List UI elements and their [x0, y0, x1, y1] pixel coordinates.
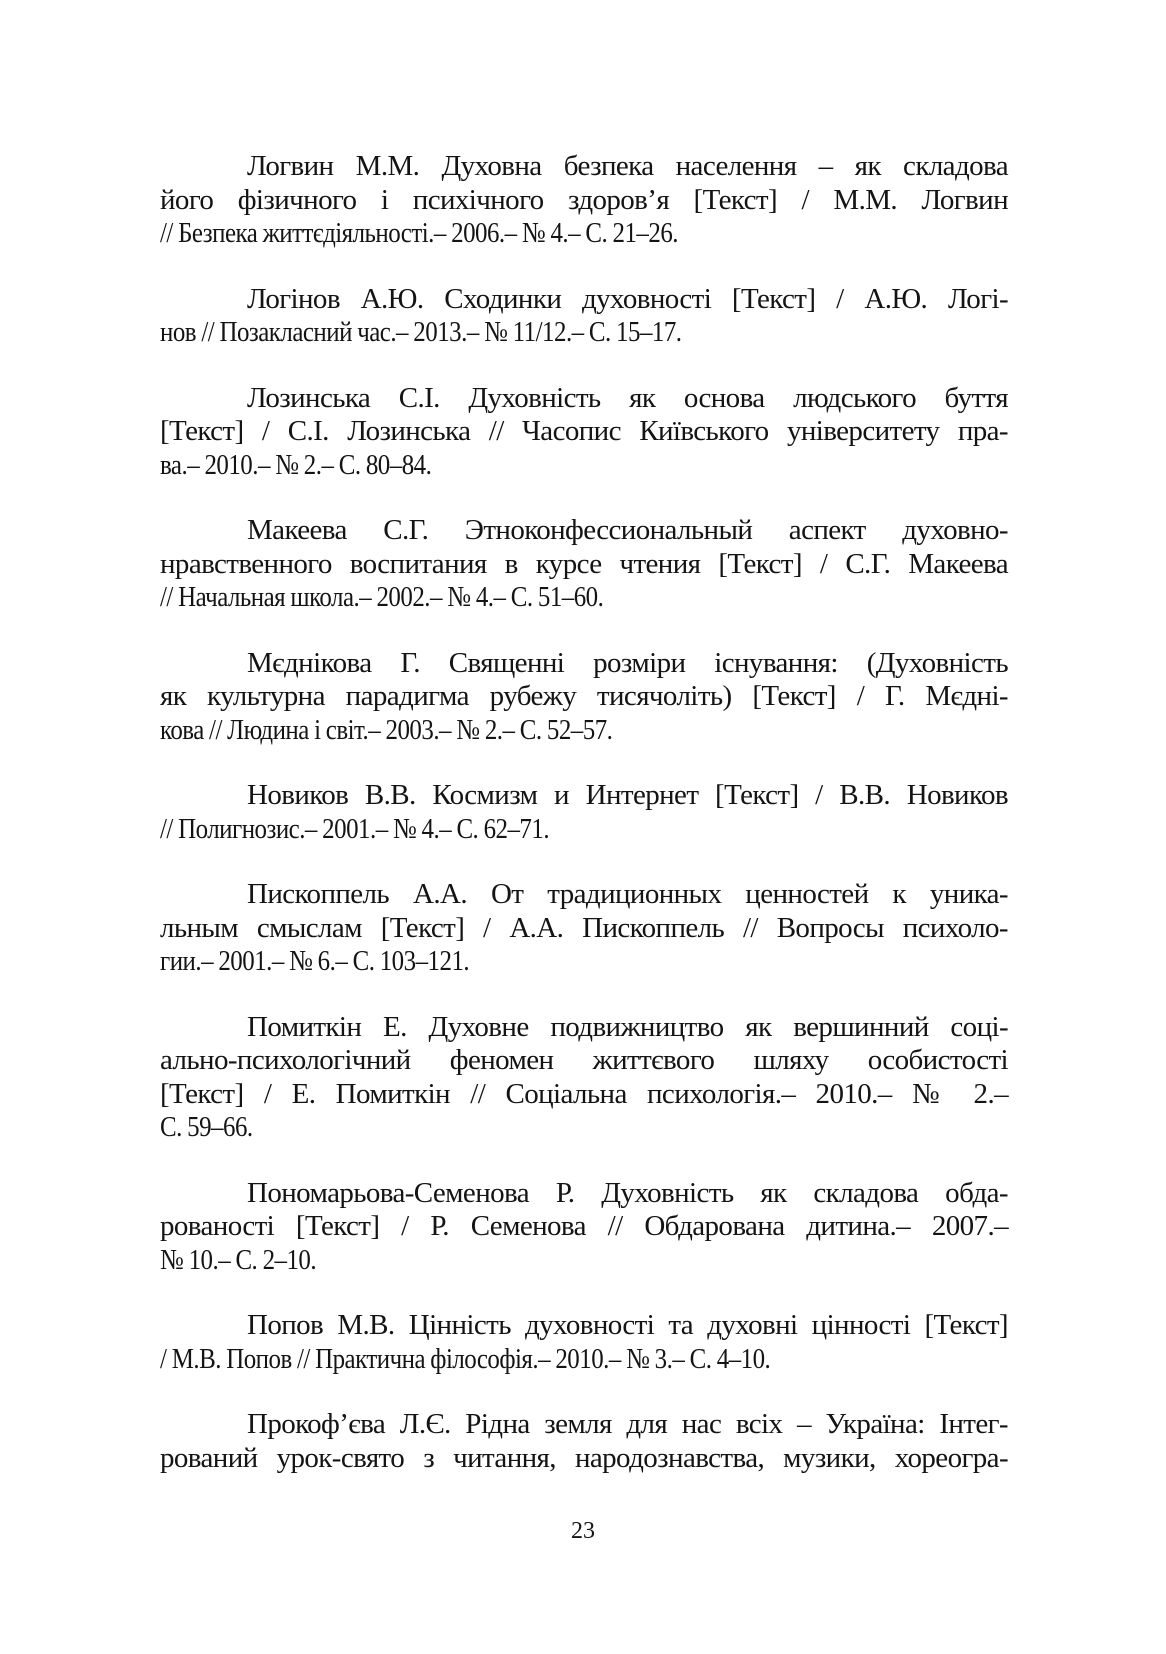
page-number: 23 [571, 1518, 595, 1544]
entry-line: Прокоф’єва Л.Є. Рідна земля для нас всіх – Україна: Інтег- [247, 1408, 1008, 1440]
bibliography-entry [160, 878, 1008, 979]
entry-line: [Текст] / С.І. Лозинська // Часопис Київського університету пра- [160, 415, 1008, 447]
entry-line: № 10.– С. 2–10. [160, 1243, 317, 1276]
entry-line: С. 59–66. [160, 1111, 253, 1143]
entry-line: ва.– 2010.– № 2.– С. 80–84. [160, 448, 432, 481]
entry-line: Помиткін Е. Духовне подвижництво як вершинний соці- [247, 1010, 1008, 1043]
entry-line: // Безпека життєдіяльності.– 2006.– № 4.– С. 21–26. [160, 217, 679, 249]
entry-line: льным смыслам [Текст] / А.А. Пископпель // Вопросы психоло- [160, 911, 1008, 944]
entry-line: його фізичного і психічного здоров’я [Текст] / М.М. Логвин [160, 183, 1008, 216]
bibliography-entry [160, 283, 1008, 350]
entry-line: рованості [Текст] / Р. Семенова // Обдарована дитина.– 2007.– [160, 1210, 1008, 1242]
bibliography-entry [160, 1309, 1008, 1376]
entry-line: рований урок-свято з читання, народознавства, музики, хореогра- [160, 1441, 1008, 1474]
entry-line: ально-психологічний феномен життєвого шляху особистості [160, 1044, 1008, 1076]
entry-line: [Текст] / Е. Помиткін // Соціальна психологія.– 2010.– № 2.– [160, 1077, 1008, 1110]
entry-line: Пономарьова-Семенова Р. Духовність як складова обда- [247, 1176, 1008, 1209]
bibliography-entry [160, 382, 1008, 483]
bibliography-entry [160, 1011, 1008, 1145]
entry-line: Попов М.В. Цінність духовності та духовні цінності [Текст] [247, 1309, 1008, 1341]
entry-line: // Полигнозис.– 2001.– № 4.– С. 62–71. [160, 812, 550, 845]
entry-line: Новиков В.В. Космизм и Интернет [Текст] / В.В. Новиков [247, 779, 1008, 811]
entry-line: Логінов А.Ю. Сходинки духовності [Текст] / А.Ю. Логі- [247, 282, 1008, 315]
entry-line: нов // Позакласний час.– 2013.– № 11/12.– С. 15–17. [160, 316, 682, 348]
entry-line: нравственного воспитания в курсе чтения [Текст] / С.Г. Макеева [160, 547, 1008, 580]
bibliography-entry [160, 150, 1008, 251]
entry-line: кова // Людина і світ.– 2003.– № 2.– С. 52–57. [160, 713, 613, 746]
entry-line: Макеева С.Г. Этноконфессиональный аспект духовно- [247, 514, 1008, 546]
bibliography-entry [160, 1408, 1008, 1475]
entry-line: Логвин М.М. Духовна безпека населення – як складова [247, 150, 1008, 182]
entry-line: гии.– 2001.– № 6.– С. 103–121. [160, 945, 470, 977]
bibliography-entry [160, 647, 1008, 748]
entry-line: Мєднікова Г. Священні розміри існування: (Духовність [247, 646, 1008, 679]
bibliography-entry [160, 1177, 1008, 1278]
bibliography-list [160, 150, 1008, 1507]
entry-line: як культурна парадигма рубежу тисячоліть) [Текст] / Г. Мєдні- [160, 680, 1008, 712]
bibliography-entry [160, 514, 1008, 615]
entry-line: // Начальная школа.– 2002.– № 4.– С. 51–60. [160, 581, 604, 613]
entry-line: Пископпель А.А. От традиционных ценностей к уника- [247, 878, 1008, 910]
entry-line: / М.В. Попов // Практична філософія.– 2010.– № 3.– С. 4–10. [160, 1342, 771, 1375]
entry-line: Лозинська С.І. Духовність як основа людського буття [247, 381, 1008, 414]
bibliography-entry [160, 779, 1008, 846]
